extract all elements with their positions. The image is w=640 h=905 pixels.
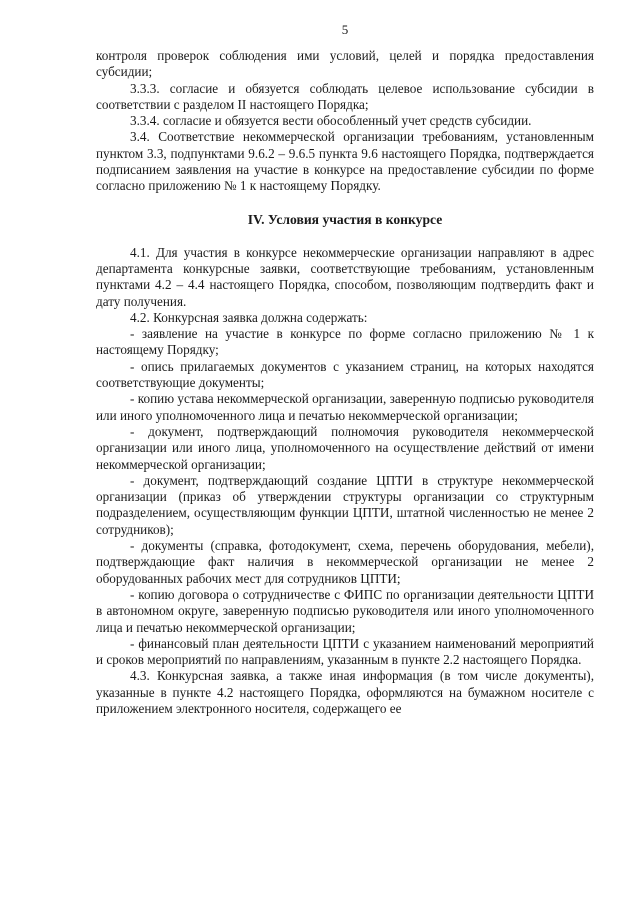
list-item-charter-copy: - копию устава некоммерческой организации, заверенную подписью руководителя или иного уполномоченного лица и печатью некоммерческой организации; [96, 391, 594, 423]
paragraph-4-3: 4.3. Конкурсная заявка, а также иная информация (в том числе документы), указанные в пункте 4.2 настоящего Порядка, оформляются на бумажном носителе с приложением электронного носителя, содержащего ее [96, 668, 594, 716]
list-item-application: - заявление на участие в конкурсе по форме согласно приложению № 1 к настоящему Порядку; [96, 326, 594, 358]
document-body [96, 48, 594, 717]
list-item-financial-plan: - финансовый план деятельности ЦПТИ с указанием наименований мероприятий и сроков мероприятий по направлениям, указанным в пункте 2.2 настоящего Порядка. [96, 635, 594, 668]
list-item-fips-agreement: - копию договора о сотрудничестве с ФИПС по организации деятельности ЦПТИ в автономном округе, заверенную подписью руководителя или иного уполномоченного лица и печатью некоммерческой организации; [96, 586, 594, 635]
paragraph-control: контроля проверок соблюдения ими условий, целей и порядка предоставления субсидии; [96, 48, 594, 80]
paragraph-4-2: 4.2. Конкурсная заявка должна содержать: [130, 309, 368, 325]
section-heading: IV. Условия участия в конкурсе [247, 211, 443, 227]
list-item-cpti-creation: - документ, подтверждающий создание ЦПТИ в структуре некоммерческой организации (приказ об утверждении структуры организации со структурным подразделением, осуществляющим функции ЦПТИ, штатной численностью не менее 2 сотрудников); [96, 472, 594, 537]
paragraph-3-3-4: 3.3.4. согласие и обязуется вести обособленный учет средств субсидии. [130, 113, 532, 129]
paragraph-3-3-3: 3.3.3. согласие и обязуется соблюдать целевое использование субсидии в соответствии с разделом II настоящего Порядка; [96, 80, 594, 112]
paragraph-3-4: 3.4. Соответствие некоммерческой организации требованиям, установленным пунктом 3.3, подпунктами 9.6.2 – 9.6.5 пункта 9.6 настоящего Порядка, подтверждается подписанием заявления на участие в конкурсе на предоставление субсидии по форме согласно приложению № 1 к настоящему Порядку. [96, 129, 594, 194]
list-item-inventory: - опись прилагаемых документов с указанием страниц, на которых находятся соответствующие документы; [96, 358, 594, 391]
page-number: 5 [341, 22, 349, 37]
paragraph-4-1: 4.1. Для участия в конкурсе некоммерческие организации направляют в адрес департамента конкурсные заявки, соответствующие требованиям, установленным пунктами 4.2 – 4.4 настоящего Порядка, способом, позволяющим подтвердить факт и дату получения. [96, 244, 594, 309]
list-item-workplaces: - документы (справка, фотодокумент, схема, перечень оборудования, мебели), подтверждающие факт наличия в некоммерческой организации не менее 2 оборудованных рабочих мест для сотрудников ЦПТИ; [96, 538, 594, 586]
list-item-authority-document: - документ, подтверждающий полномочия руководителя некоммерческой организации или иного лица, уполномоченного на осуществление действий от имени некоммерческой организации; [96, 423, 594, 472]
